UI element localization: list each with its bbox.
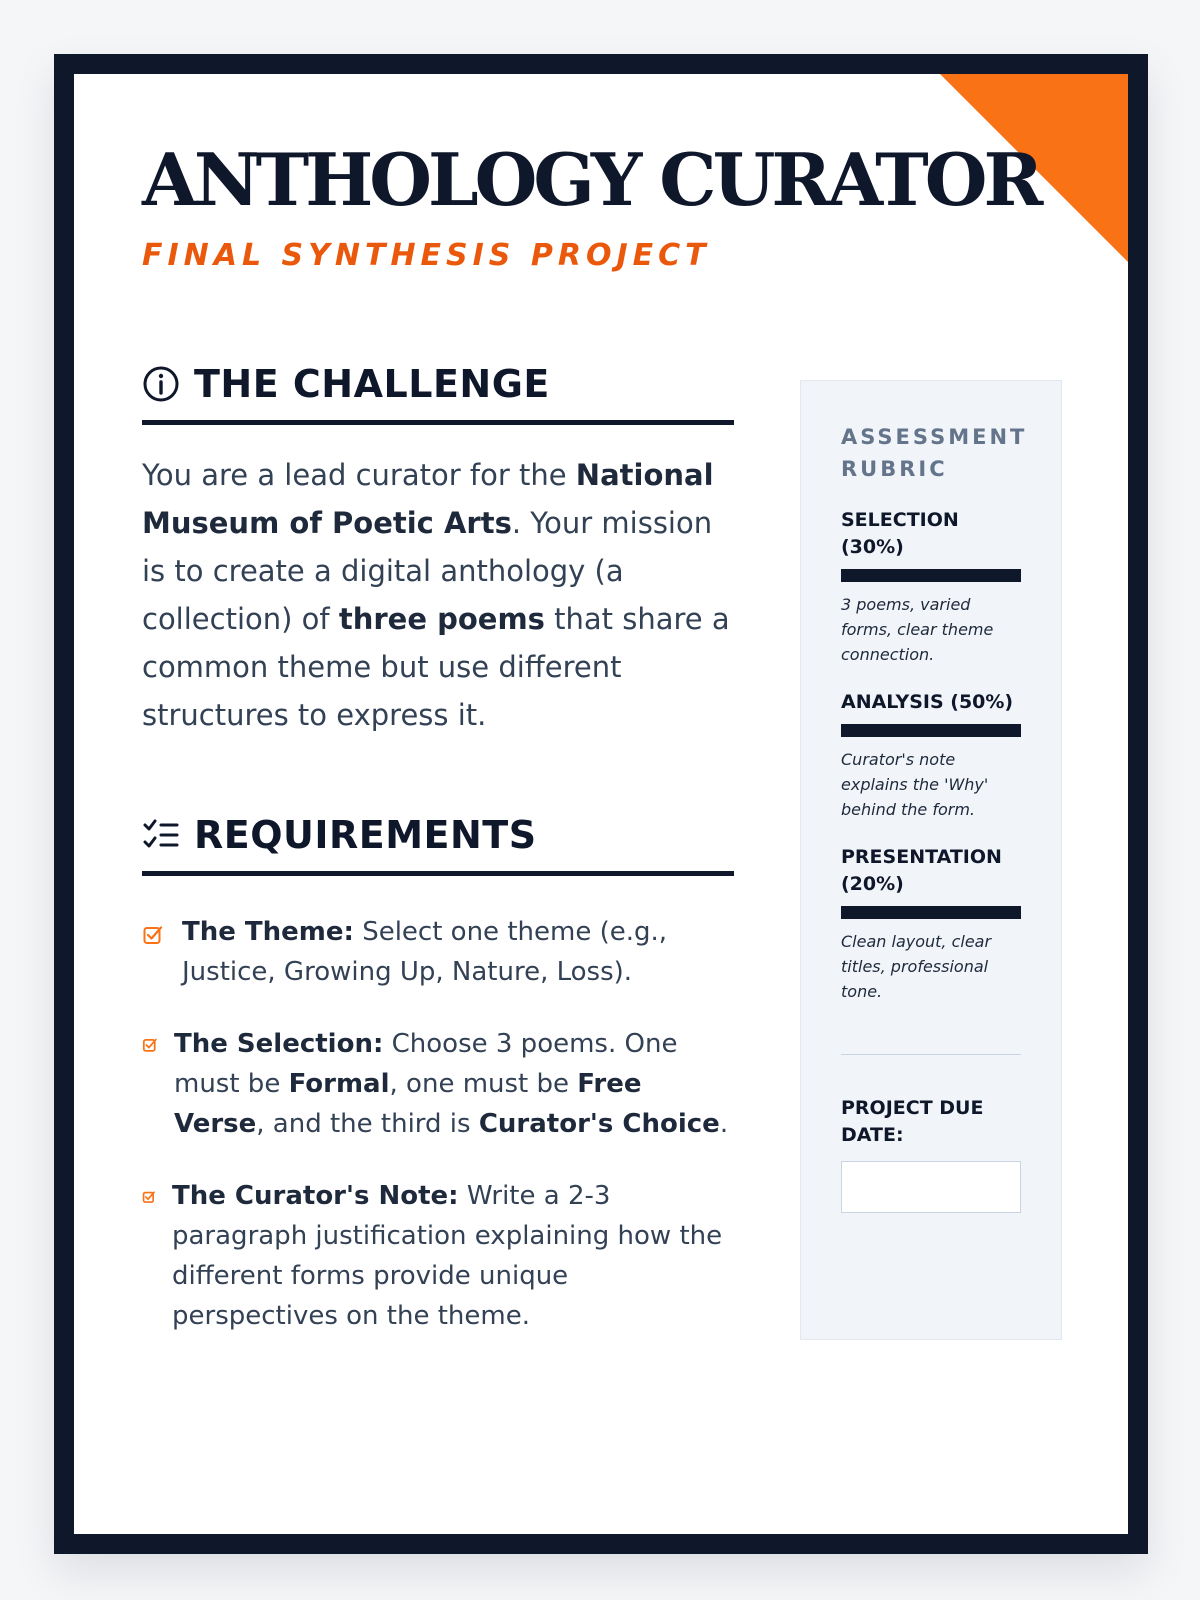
list-item xyxy=(142,1176,734,1336)
requirement-label: The Curator's Note: xyxy=(172,1181,459,1211)
requirement-segment: Write a 2-3 paragraph justification explaining how the different forms provide unique perspectives on the theme. xyxy=(172,1181,723,1331)
rubric-bar xyxy=(841,569,1021,582)
checkbox-icon xyxy=(142,1190,156,1204)
page-title: ANTHOLOGY CURATOR xyxy=(142,137,1040,222)
requirement-segment: . xyxy=(719,1109,729,1139)
rubric-description: 3 poems, varied forms, clear theme connection. xyxy=(841,595,994,664)
rubric-item-presentation xyxy=(841,844,1021,1004)
rubric-label: ANALYSIS (50%) xyxy=(841,691,1014,713)
rubric-label: PRESENTATION (20%) xyxy=(841,846,1002,895)
requirement-label: The Theme: xyxy=(182,917,354,947)
challenge-heading-text: THE CHALLENGE xyxy=(194,362,550,406)
challenge-segment: that share a common theme but use different structures to express it. xyxy=(142,602,730,732)
challenge-text xyxy=(142,451,734,739)
info-circle-icon xyxy=(142,365,180,403)
assignment-sheet xyxy=(54,54,1148,1554)
requirements-list xyxy=(142,912,734,1336)
requirement-segment: , one must be xyxy=(389,1069,578,1099)
rubric-divider xyxy=(841,1054,1021,1055)
main-content xyxy=(142,354,734,1368)
list-item xyxy=(142,1024,734,1144)
assessment-rubric-panel xyxy=(800,380,1062,1340)
rubric-description: Curator's note explains the 'Why' behind the form. xyxy=(841,750,989,819)
requirement-segment: Choose 3 poems. One must be xyxy=(174,1029,678,1099)
rubric-item-selection xyxy=(841,507,1021,667)
challenge-segment: You are a lead curator for the xyxy=(142,458,576,492)
rubric-label: SELECTION (30%) xyxy=(841,509,959,558)
challenge-segment: . Your mission is to create a digital anthology (a collection) of xyxy=(142,506,713,636)
requirement-text xyxy=(182,912,734,992)
requirements-heading-text: REQUIREMENTS xyxy=(194,813,537,857)
requirement-segment-bold: Formal xyxy=(288,1069,390,1099)
challenge-heading xyxy=(142,354,734,425)
due-date-label: PROJECT DUE DATE: xyxy=(841,1097,984,1146)
requirement-segment-bold: Free Verse xyxy=(174,1069,642,1139)
due-date-input[interactable] xyxy=(841,1161,1021,1213)
rubric-bar xyxy=(841,906,1021,919)
checkbox-icon xyxy=(142,1037,158,1053)
rubric-item-analysis xyxy=(841,689,1021,822)
challenge-segment-bold: National Museum of Poetic Arts xyxy=(142,458,714,540)
list-item xyxy=(142,912,734,992)
requirement-text xyxy=(172,1176,734,1336)
challenge-segment-bold: three poems xyxy=(338,602,545,636)
requirement-segment-bold: Curator's Choice xyxy=(478,1109,720,1139)
requirement-segment: , and the third is xyxy=(256,1109,479,1139)
requirement-segment: Select one theme (e.g., Justice, Growing Up, Nature, Loss). xyxy=(182,917,668,987)
checklist-icon xyxy=(142,816,180,854)
requirement-text xyxy=(174,1024,734,1144)
checkbox-icon xyxy=(142,924,164,946)
rubric-description: Clean layout, clear titles, professional tone. xyxy=(841,932,992,1001)
rubric-title: ASSESSMENT RUBRIC xyxy=(841,425,1028,481)
page-subtitle: FINAL SYNTHESIS PROJECT xyxy=(142,238,711,273)
requirements-heading xyxy=(142,805,734,876)
rubric-bar xyxy=(841,724,1021,737)
requirement-label: The Selection: xyxy=(174,1029,384,1059)
